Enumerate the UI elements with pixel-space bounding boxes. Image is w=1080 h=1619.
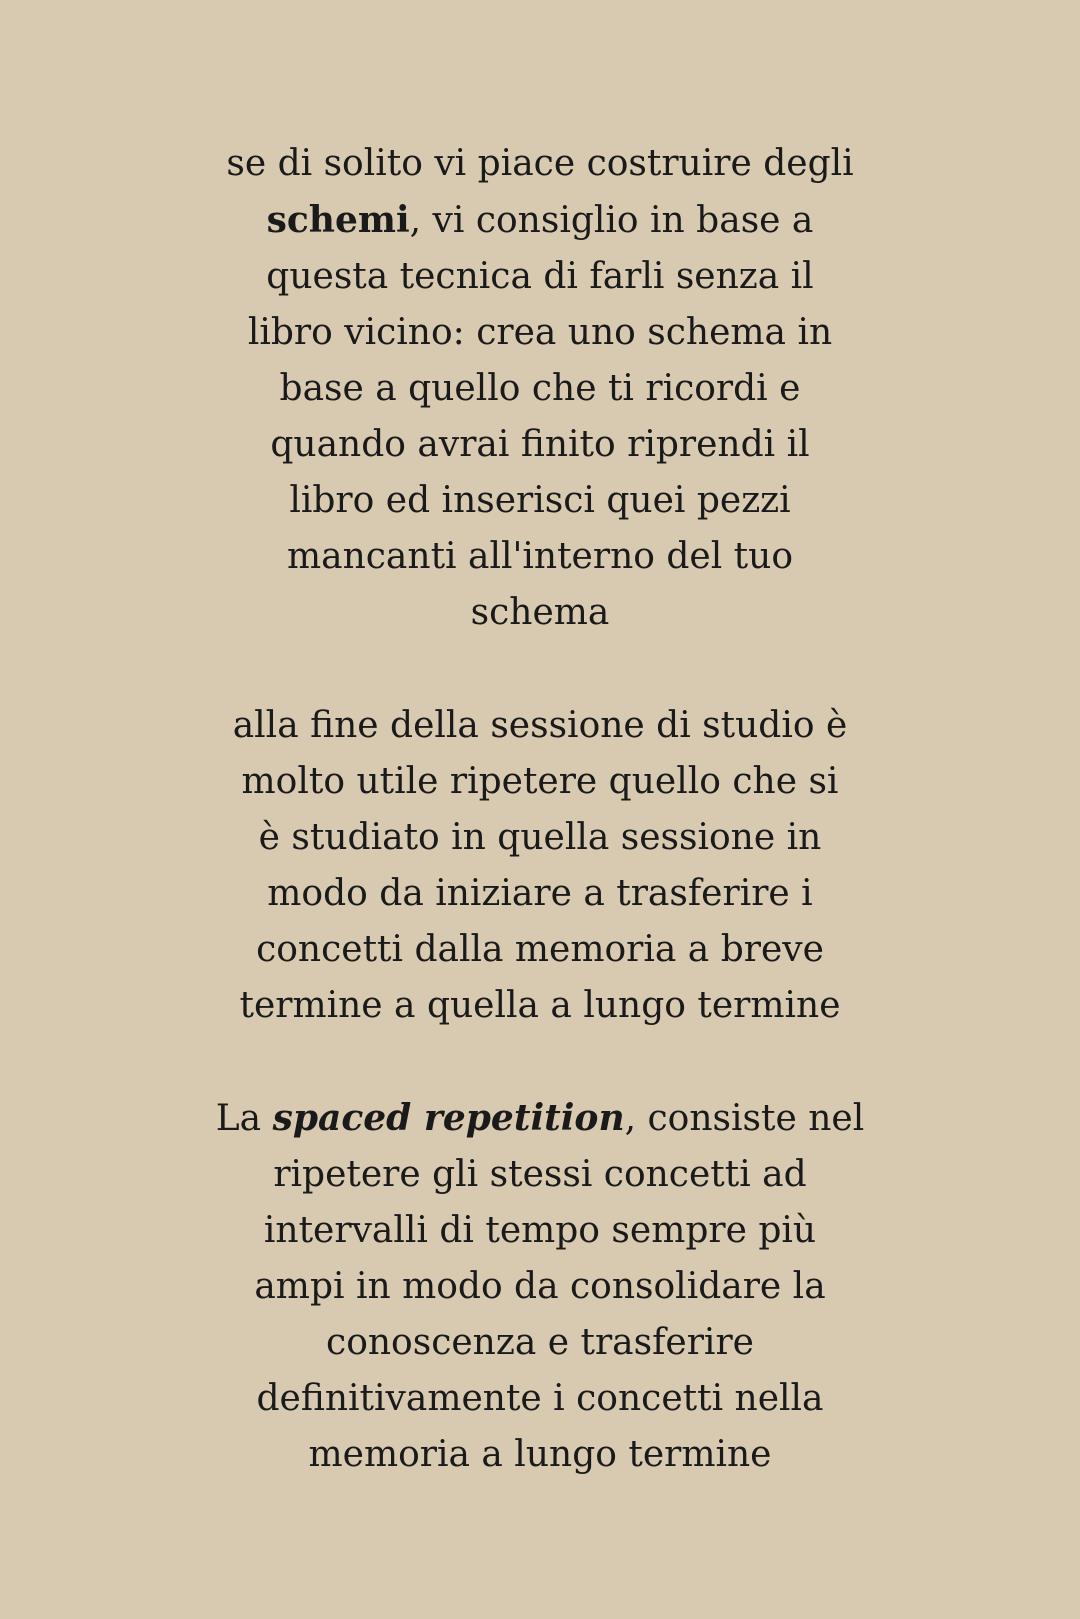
text-line: conoscenza e trasferire	[326, 1322, 754, 1363]
text-fragment: La	[215, 1098, 273, 1139]
text-line	[215, 192, 865, 249]
paragraph-fine-sessione	[215, 698, 865, 1034]
text-line: base a quello che ti ricordi e	[279, 368, 801, 409]
text-line: schema	[470, 592, 610, 633]
text-line: mancanti all'interno del tuo	[286, 536, 794, 577]
emphasis-spaced-repetition: spaced repetition	[272, 1097, 625, 1139]
text-line: termine a quella a lungo termine	[239, 985, 841, 1026]
text-fragment: , vi consiglio in base a	[409, 200, 814, 241]
text-line: questa tecnica di farli senza il	[266, 256, 814, 297]
text-line: intervalli di tempo sempre più	[263, 1210, 817, 1251]
paragraph-schemi	[215, 136, 865, 641]
text-fragment: , consiste nel	[624, 1098, 865, 1139]
emphasis-schemi: schemi	[266, 199, 410, 241]
paragraph-spaced-repetition	[215, 1090, 865, 1483]
text-line: è studiato in quella sessione in	[258, 817, 822, 858]
text-line: memoria a lungo termine	[308, 1434, 772, 1475]
text-line: molto utile ripetere quello che si	[241, 761, 839, 802]
text-line: concetti dalla memoria a breve	[256, 929, 824, 970]
text-line: ampi in modo da consolidare la	[254, 1266, 826, 1307]
text-line: se di solito vi piace costruire degli	[226, 143, 854, 184]
text-line: libro ed inserisci quei pezzi	[289, 480, 791, 521]
text-line: ripetere gli stessi concetti ad	[273, 1154, 807, 1195]
text-line	[215, 1090, 865, 1147]
text-line: libro vicino: crea uno schema in	[247, 312, 833, 353]
text-line: alla fine della sessione di studio è	[232, 705, 848, 746]
text-line: definitivamente i concetti nella	[256, 1378, 824, 1419]
text-line: modo da iniziare a trasferire i	[267, 873, 813, 914]
text-line: quando avrai finito riprendi il	[270, 424, 810, 465]
